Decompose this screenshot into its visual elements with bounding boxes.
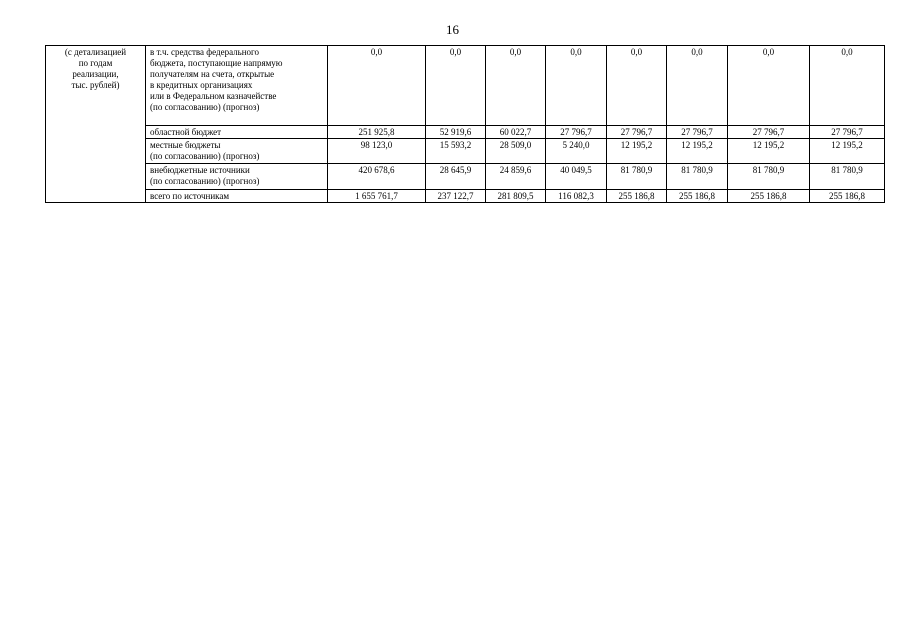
value-cell: 27 796,7 bbox=[667, 126, 728, 139]
value-cell: 52 919,6 bbox=[426, 126, 486, 139]
value-cell: 27 796,7 bbox=[810, 126, 885, 139]
source-cell bbox=[146, 46, 328, 126]
value-cell: 281 809,5 bbox=[486, 190, 546, 203]
value-cell: 12 195,2 bbox=[810, 139, 885, 164]
source-line: бюджета, поступающие напрямую bbox=[150, 58, 283, 68]
value-cell: 1 655 761,7 bbox=[328, 190, 426, 203]
value-cell: 5 240,0 bbox=[546, 139, 607, 164]
value-cell: 81 780,9 bbox=[728, 164, 810, 190]
side-label-line: реализации, bbox=[72, 69, 119, 79]
value-cell: 0,0 bbox=[728, 46, 810, 126]
value-cell: 60 022,7 bbox=[486, 126, 546, 139]
value-cell: 15 593,2 bbox=[426, 139, 486, 164]
source-line: в кредитных организациях bbox=[150, 80, 253, 90]
value-cell: 27 796,7 bbox=[607, 126, 667, 139]
value-cell: 81 780,9 bbox=[810, 164, 885, 190]
value-cell: 98 123,0 bbox=[328, 139, 426, 164]
source-line: (по согласованию) (прогноз) bbox=[150, 176, 260, 186]
source-line: областной бюджет bbox=[150, 127, 222, 137]
value-cell: 12 195,2 bbox=[667, 139, 728, 164]
value-cell: 255 186,8 bbox=[810, 190, 885, 203]
value-cell: 0,0 bbox=[426, 46, 486, 126]
value-cell: 40 049,5 bbox=[546, 164, 607, 190]
value-cell: 0,0 bbox=[667, 46, 728, 126]
side-label-line: (с детализацией bbox=[64, 47, 127, 57]
table-row-local-budgets bbox=[46, 139, 885, 164]
source-cell bbox=[146, 126, 328, 139]
source-line: внебюджетные источники bbox=[150, 165, 250, 175]
value-cell: 420 678,6 bbox=[328, 164, 426, 190]
value-cell: 12 195,2 bbox=[607, 139, 667, 164]
source-line: всего по источникам bbox=[150, 191, 230, 201]
source-cell bbox=[146, 190, 328, 203]
value-cell: 0,0 bbox=[607, 46, 667, 126]
source-line: в т.ч. средства федерального bbox=[150, 47, 260, 57]
value-cell: 24 859,6 bbox=[486, 164, 546, 190]
value-cell: 251 925,8 bbox=[328, 126, 426, 139]
value-cell: 116 082,3 bbox=[546, 190, 607, 203]
value-cell: 0,0 bbox=[810, 46, 885, 126]
source-line: или в Федеральном казначействе bbox=[150, 91, 277, 101]
table-row-regional-budget bbox=[46, 126, 885, 139]
side-label-line: тыс. рублей) bbox=[71, 80, 120, 90]
source-line: (по согласованию) (прогноз) bbox=[150, 102, 260, 112]
side-label-line: по годам bbox=[78, 58, 113, 68]
source-line: местные бюджеты bbox=[150, 140, 221, 150]
funding-table bbox=[45, 45, 885, 203]
source-cell bbox=[146, 164, 328, 190]
table-row-extrabudgetary bbox=[46, 164, 885, 190]
value-cell: 0,0 bbox=[546, 46, 607, 126]
value-cell: 81 780,9 bbox=[607, 164, 667, 190]
value-cell: 27 796,7 bbox=[728, 126, 810, 139]
source-line: (по согласованию) (прогноз) bbox=[150, 151, 260, 161]
value-cell: 81 780,9 bbox=[667, 164, 728, 190]
table-row-federal-direct bbox=[46, 46, 885, 126]
source-cell bbox=[146, 139, 328, 164]
value-cell: 0,0 bbox=[328, 46, 426, 126]
value-cell: 255 186,8 bbox=[667, 190, 728, 203]
value-cell: 0,0 bbox=[486, 46, 546, 126]
value-cell: 255 186,8 bbox=[728, 190, 810, 203]
value-cell: 28 645,9 bbox=[426, 164, 486, 190]
side-label-cell bbox=[46, 46, 146, 203]
source-line: получателям на счета, открытые bbox=[150, 69, 275, 79]
value-cell: 12 195,2 bbox=[728, 139, 810, 164]
value-cell: 255 186,8 bbox=[607, 190, 667, 203]
table-row-total bbox=[46, 190, 885, 203]
value-cell: 27 796,7 bbox=[546, 126, 607, 139]
page-number: 16 bbox=[446, 22, 459, 37]
value-cell: 28 509,0 bbox=[486, 139, 546, 164]
value-cell: 237 122,7 bbox=[426, 190, 486, 203]
